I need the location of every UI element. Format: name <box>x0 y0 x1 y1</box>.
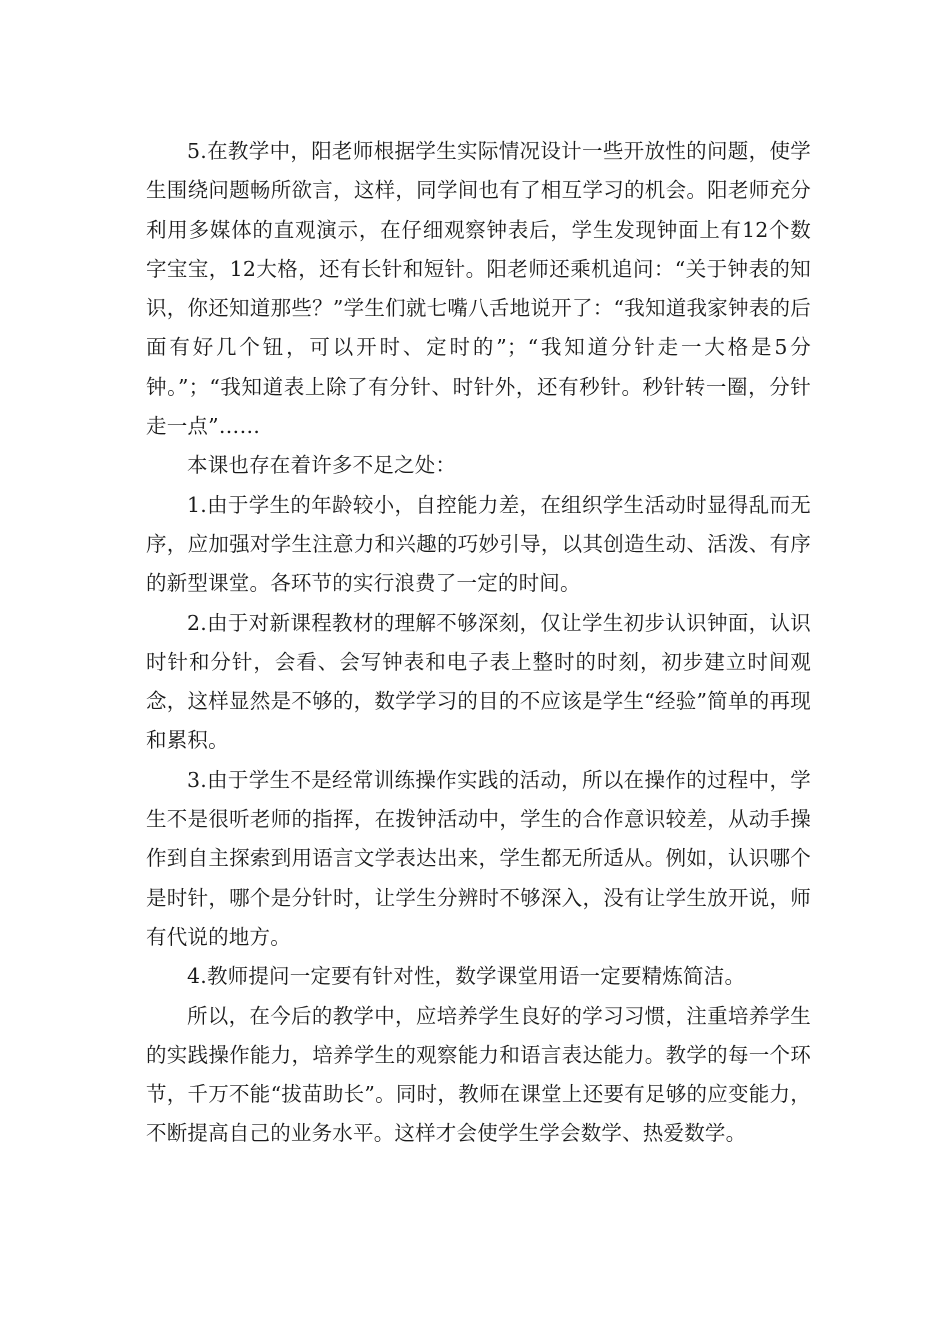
paragraph-conclusion: 所以，在今后的教学中，应培养学生良好的学习习惯，注重培养学生的实践操作能力，培养学生的观察能力和语言表达能力。教学的每一个环节，千万不能“拔苗助长”。同时，教师在课堂上还要有足够的应变能力，不断提高自己的业务水平。这样才会使学生学会数学、热爱数学。 <box>146 1003 811 1146</box>
paragraph-shortcoming-2: 2.由于对新课程教材的理解不够深刻，仅让学生初步认识钟面，认识时针和分针，会看、会写钟表和电子表上整时的时刻，初步建立时间观念，这样显然是不够的，数学学习的目的不应该是学生“经验”简单的再现和累积。 <box>146 610 811 753</box>
paragraph-shortcoming-3: 3.由于学生不是经常训练操作实践的活动，所以在操作的过程中，学生不是很听老师的指挥，在拨钟活动中，学生的合作意识较差，从动手操作到自主探索到用语言文学表达出来，学生都无所适从。例如，认识哪个是时针，哪个是分针时，让学生分辨时不够深入，没有让学生放开说，师有代说的地方。 <box>146 767 811 949</box>
paragraph-shortcoming-4: 4.教师提问一定要有针对性，数学课堂用语一定要精炼简洁。 <box>187 964 746 989</box>
paragraph-shortcomings-intro: 本课也存在着许多不足之处： <box>187 453 457 478</box>
paragraph-shortcoming-1: 1.由于学生的年龄较小，自控能力差，在组织学生活动时显得乱而无序，应加强对学生注意力和兴趣的巧妙引导，以其创造生动、活泼、有序的新型课堂。各环节的实行浪费了一定的时间。 <box>146 492 811 596</box>
document-body <box>146 132 811 1154</box>
paragraph-teaching-example: 5.在教学中，阳老师根据学生实际情况设计一些开放性的问题，使学生围绕问题畅所欲言，这样，同学间也有了相互学习的机会。阳老师充分利用多媒体的直观演示，在仔细观察钟表后，学生发现钟面上有12个数字宝宝，12大格，还有长针和短针。阳老师还乘机追问：“关于钟表的知识，你还知道那些？”学生们就七嘴八舌地说开了：“我知道我家钟表的后面有好几个钮，可以开时、定时的”；“我知道分针走一大格是5分钟。”；“我知道表上除了有分针、时针外，还有秒针。秒针转一圈，分针走一点”…… <box>146 139 811 439</box>
